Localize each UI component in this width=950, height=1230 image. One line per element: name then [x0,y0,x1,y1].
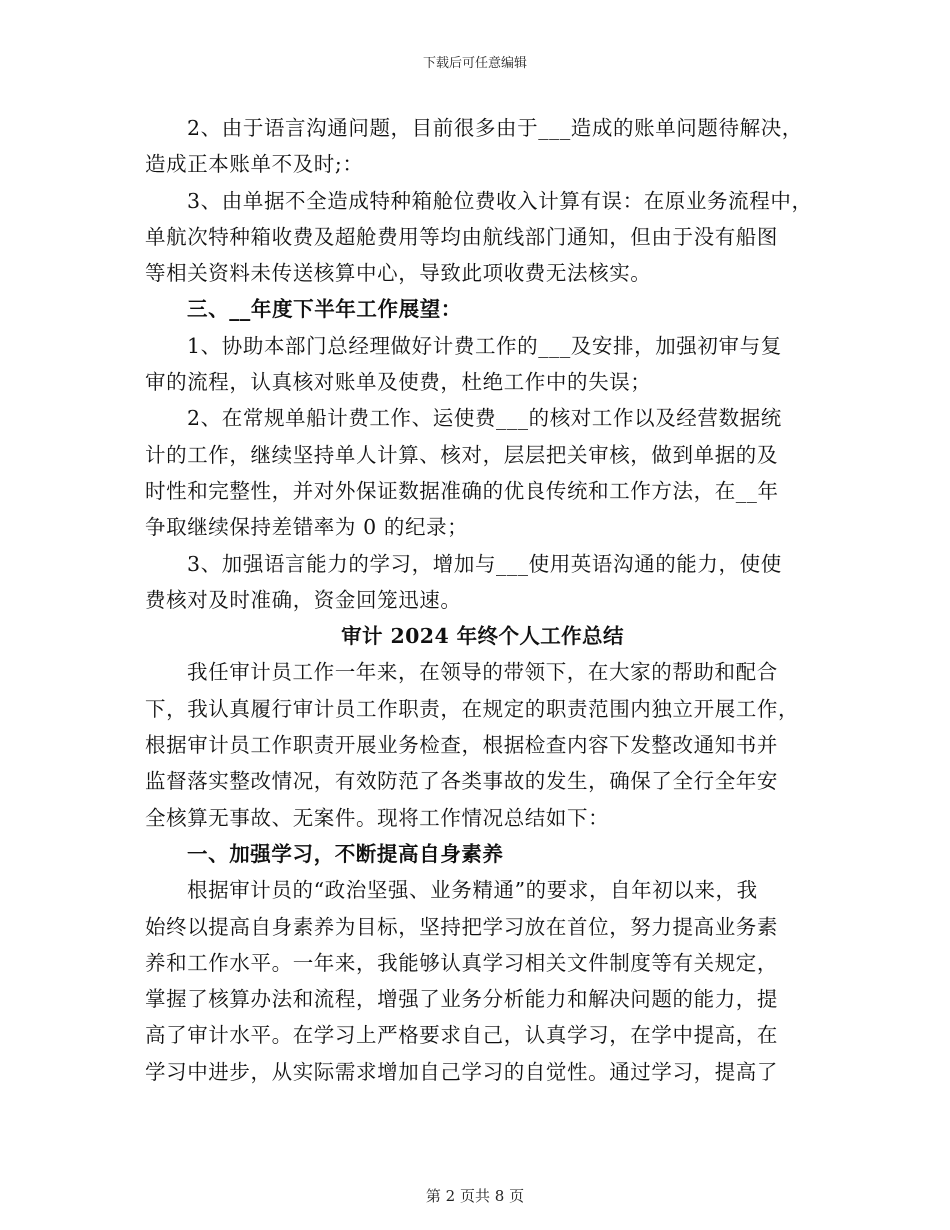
text-line: 掌握了核算办法和流程，增强了业务分析能力和解决问题的能力，提 [145,987,778,1012]
text-line: 养和工作水平。一年来，我能够认真学习相关文件制度等有关规定， [145,950,778,975]
text-line: 下，我认真履行审计员工作职责，在规定的职责范围内独立开展工作， [145,696,800,721]
text-line: 学习中进步，从实际需求增加自己学习的自觉性。通过学习，提高了 [145,1059,778,1084]
section-title: 审计 2024 年终个人工作总结 [341,624,624,649]
text-line: 造成正本账单不及时;： [145,152,364,177]
text-line: 审的流程，认真核对账单及使费，杜绝工作中的失误； [145,370,652,395]
section-heading: 三、__年度下半年工作展望： [187,297,462,322]
text-line: 费核对及时准确，资金回笼迅速。 [145,587,462,612]
text-line: 2、在常规单船计费工作、运使费___的核对工作以及经营数据统 [187,406,782,431]
text-line: 根据审计员工作职责开展业务检查，根据检查内容下发整改通知书并 [145,733,778,758]
page-footer: 第 2 页共 8 页 [425,1187,525,1205]
text-line: 监督落实整改情况，有效防范了各类事故的发生，确保了全行全年安 [145,769,778,794]
text-line: 等相关资料未传送核算中心，导致此项收费无法核实。 [145,261,652,286]
text-line: 高了审计水平。在学习上严格要求自己，认真学习，在学中提高，在 [145,1023,778,1048]
text-line: 时性和完整性，并对外保证数据准确的优良传统和工作方法，在__年 [145,478,779,503]
text-line: 根据审计员的“政治坚强、业务精通”的要求，自年初以来，我 [187,878,758,903]
section-heading: 一、加强学习，不断提高自身素养 [187,841,504,866]
text-line: 单航次特种箱收费及超舱费用等均由航线部门通知，但由于没有船图 [145,224,778,249]
text-line: 2、由于语言沟通问题，目前很多由于___造成的账单问题待解决， [187,116,803,140]
text-line: 计的工作，继续坚持单人计算、核对，层层把关审核，做到单据的及 [145,442,778,467]
document-body [145,110,820,1090]
text-line: 1、协助本部门总经理做好计费工作的___及安排，加强初审与复 [187,333,782,358]
text-line: 全核算无事故、无案件。现将工作情况总结如下： [145,805,610,830]
text-line: 3、由单据不全造成特种箱舱位费收入计算有误：在原业务流程中， [187,188,813,213]
text-line: 始终以提高自身素养为目标，坚持把学习放在首位，努力提高业务素 [145,914,778,939]
text-line: 争取继续保持差错率为 0 的纪录； [145,515,469,540]
text-line: 3、加强语言能力的学习，增加与___使用英语沟通的能力，使使 [187,551,782,576]
text-line: 我任审计员工作一年来，在领导的带领下，在大家的帮助和配合 [187,660,778,685]
page-header: 下载后可任意编辑 [422,56,527,71]
